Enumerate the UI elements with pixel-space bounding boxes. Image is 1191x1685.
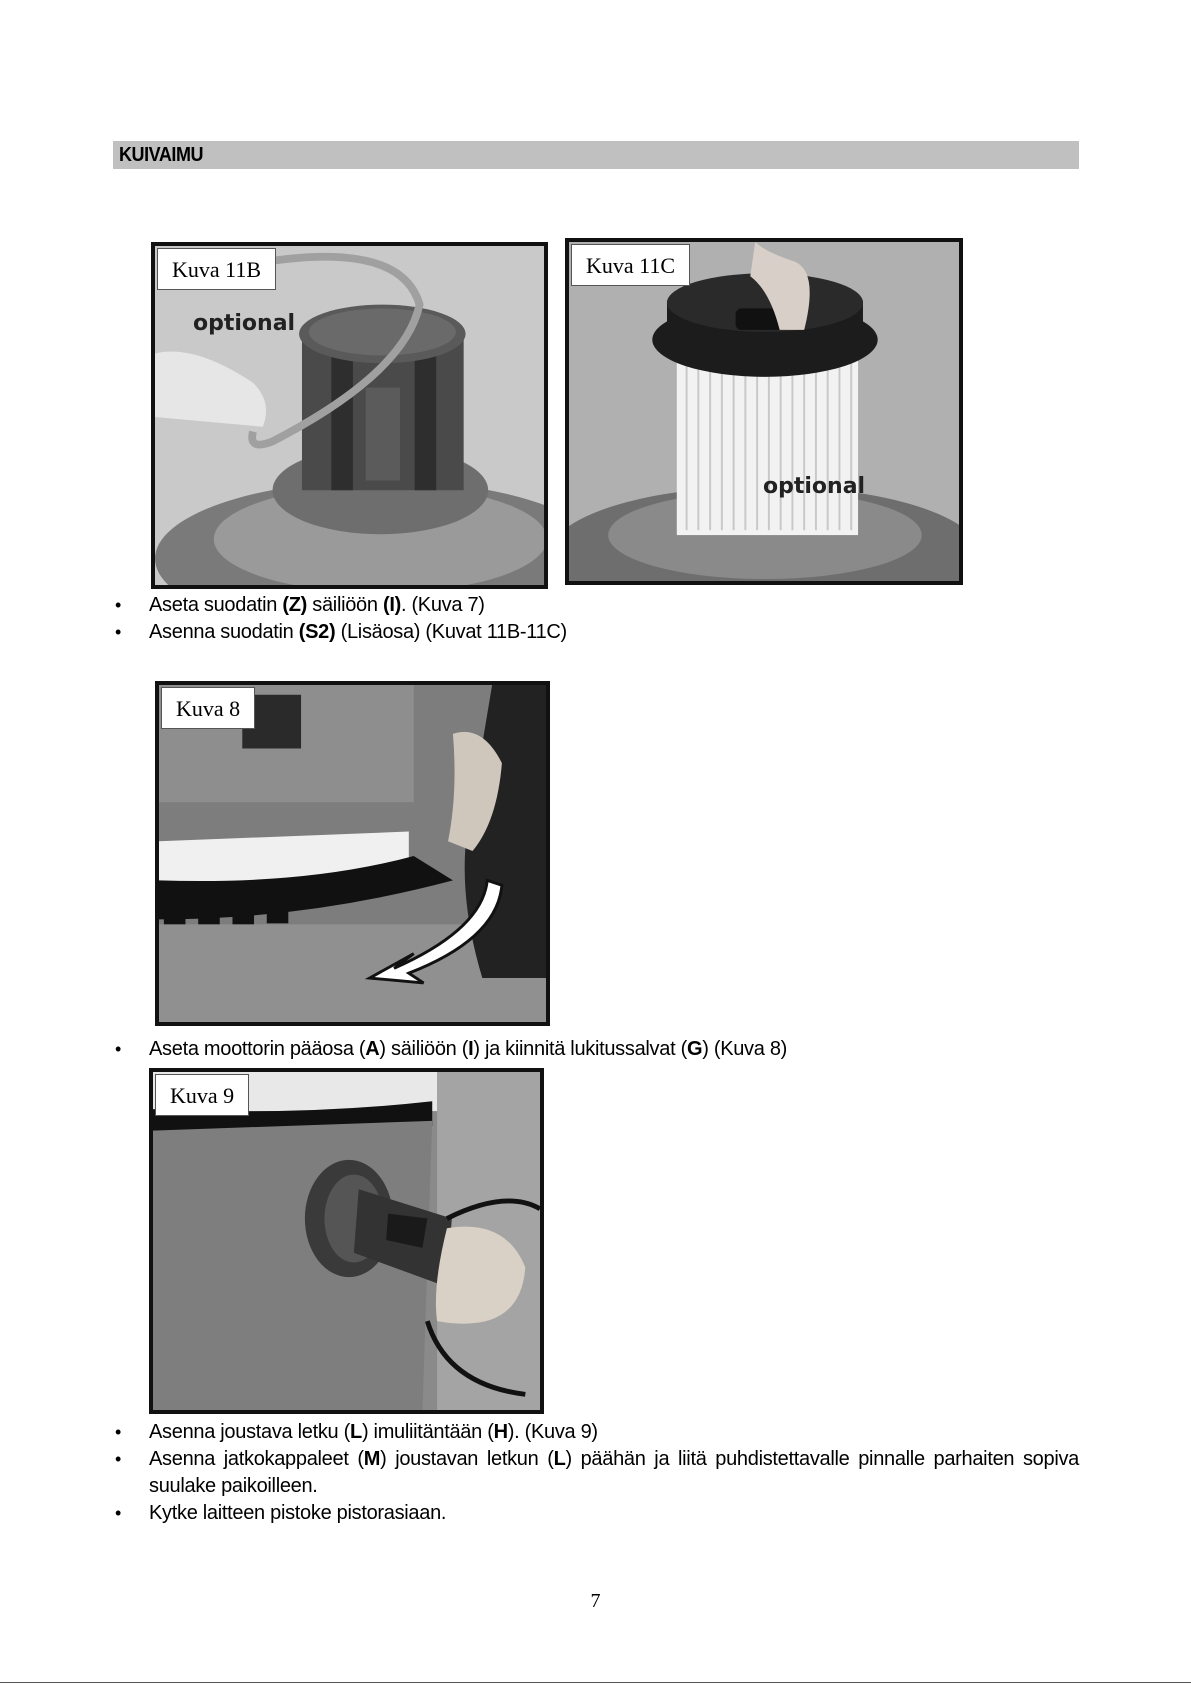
bullet-list <box>113 1419 1079 1527</box>
text: ) (Kuva 8) <box>702 1038 788 1060</box>
motor-head-photo <box>159 685 546 1022</box>
figure-9 <box>149 1068 544 1414</box>
text: Aseta moottorin pääosa ( <box>149 1038 366 1060</box>
figure-8 <box>155 681 550 1026</box>
text: ). (Kuva 9) <box>507 1421 598 1443</box>
text: ) säiliöön ( <box>379 1038 469 1060</box>
text: ) imuliitäntään ( <box>361 1421 494 1443</box>
list-item <box>113 1036 787 1063</box>
figure-label: Kuva 8 <box>161 687 255 729</box>
hose-connection-photo <box>153 1072 540 1410</box>
text: Kytke laitteen pistoke pistorasiaan. <box>149 1502 447 1524</box>
list-item <box>113 592 567 619</box>
figure-label: Kuva 11C <box>571 244 690 286</box>
text: H <box>493 1421 508 1443</box>
figure-label: Kuva 11B <box>157 248 276 290</box>
text: säiliöön <box>307 594 383 616</box>
section-title: KUIVAIMU <box>119 144 204 166</box>
filter-basket-photo <box>155 246 544 585</box>
text: (Lisäosa) (Kuvat 11B-11C) <box>335 621 567 643</box>
text: ) ja kiinnitä lukitussalvat ( <box>473 1038 687 1060</box>
text: Asenna jatkokappaleet ( <box>149 1448 364 1470</box>
text: ) päähän ja liitä puhdistettavalle pinnalle parhaiten sopiva suulake paikoilleen. <box>149 1448 1079 1497</box>
text: I <box>468 1038 474 1060</box>
optional-label: optional <box>763 474 866 499</box>
figure-11c <box>565 238 963 585</box>
bottom-rule <box>0 1682 1191 1683</box>
list-item <box>113 1446 1079 1500</box>
text: . (Kuva 7) <box>400 594 485 616</box>
text: (S2) <box>298 621 336 643</box>
text: Aseta suodatin <box>149 594 283 616</box>
text: (I) <box>382 594 401 616</box>
list-item <box>113 1500 1079 1527</box>
list-item <box>113 619 567 646</box>
section-header <box>113 141 1079 169</box>
text: Asenna joustava letku ( <box>149 1421 351 1443</box>
text: G <box>686 1038 703 1060</box>
cartridge-filter-photo <box>569 242 959 581</box>
list-item <box>113 1419 1079 1446</box>
page-number: 7 <box>590 1590 601 1612</box>
text: L <box>350 1421 362 1443</box>
text: M <box>363 1448 381 1470</box>
figure-label: Kuva 9 <box>155 1074 249 1116</box>
bullet-list <box>113 1036 787 1063</box>
bullet-list <box>113 592 567 646</box>
figure-11b <box>151 242 548 589</box>
optional-label: optional <box>193 311 296 336</box>
text: ) joustavan letkun ( <box>380 1448 554 1470</box>
text: L <box>553 1448 566 1470</box>
text: A <box>365 1038 380 1060</box>
text: (Z) <box>282 594 308 616</box>
text: Asenna suodatin <box>149 621 299 643</box>
